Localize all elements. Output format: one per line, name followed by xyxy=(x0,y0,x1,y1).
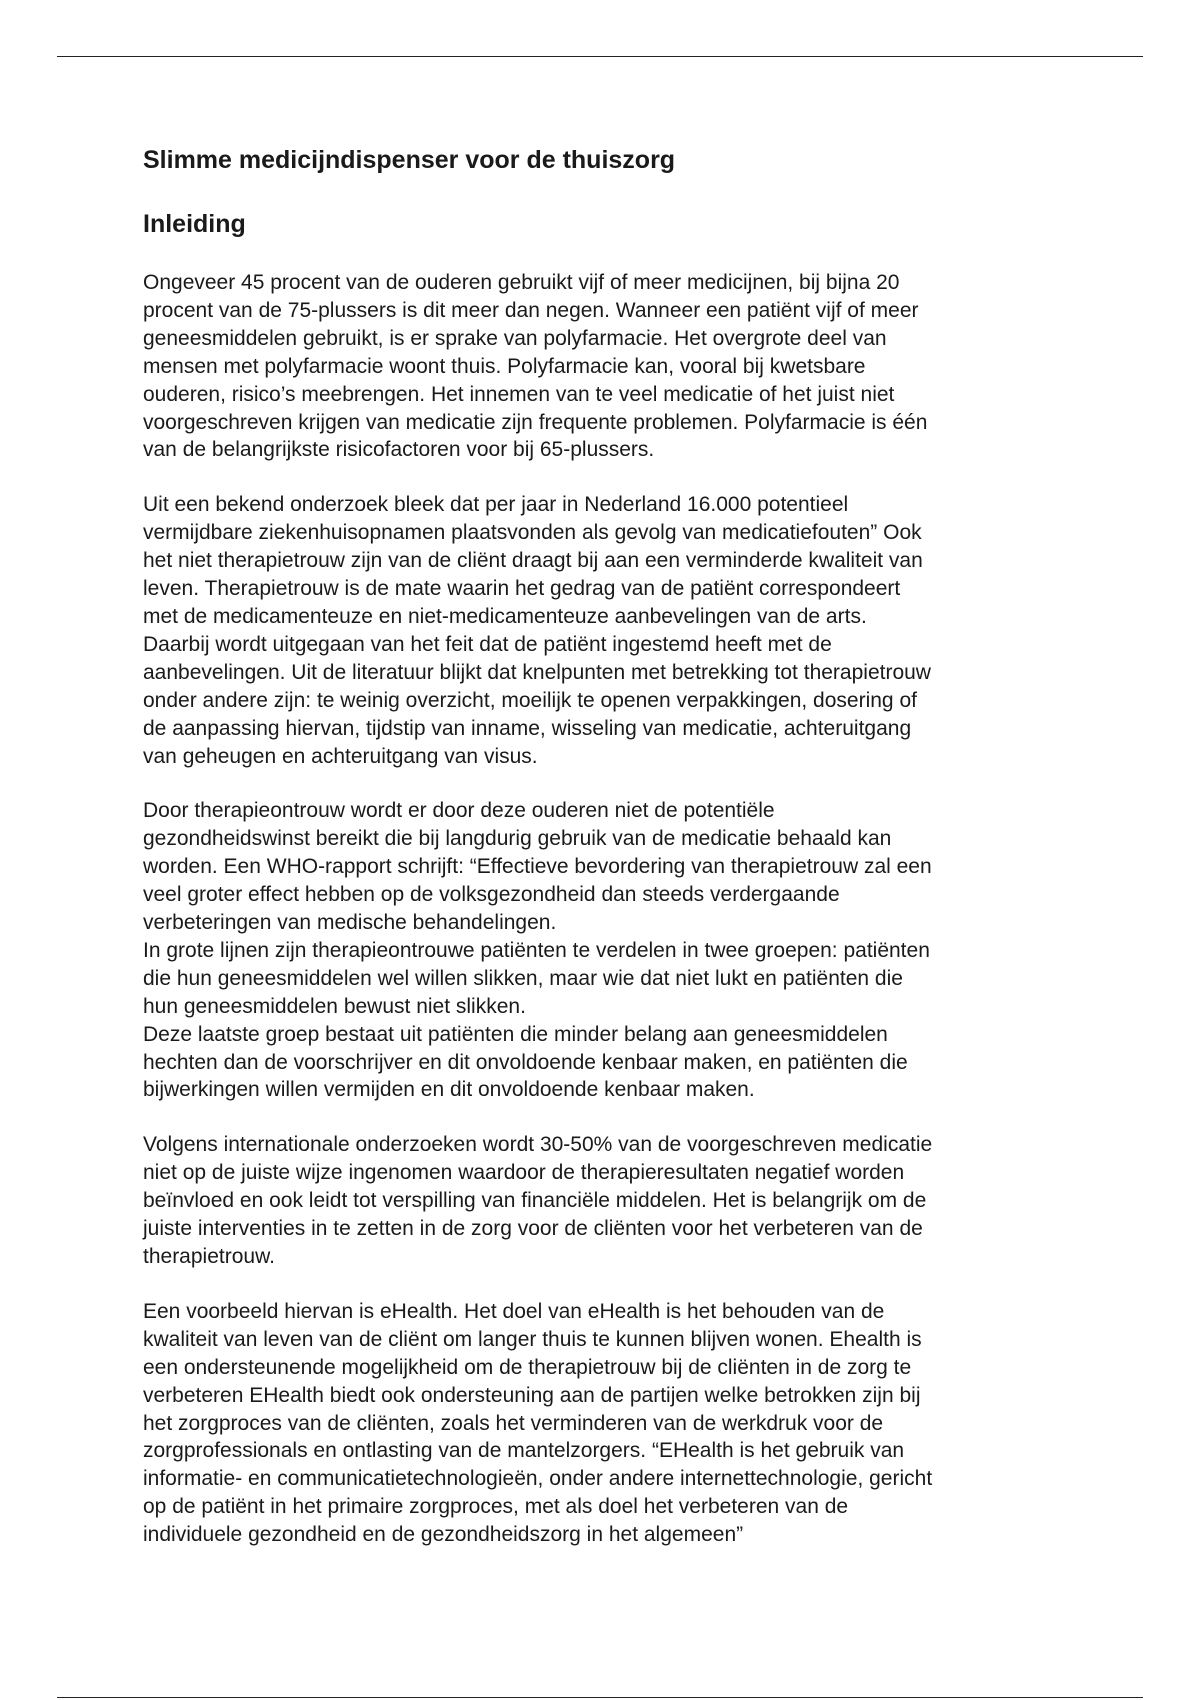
paragraph-therapieontrouw: Door therapieontrouw wordt er door deze ouderen niet de potentiële gezondheidswinst bereikt die bij langdurig gebruik van de medicatie behaald kan worden. Een WHO-rapport schrijft: “Effectieve bevordering van therapietrouw zal een veel groter effect hebben op de volksgezondheid dan steeds verdergaande verbeteringen van medische behandelingen. In grote lijnen zijn therapieontrouwe patiënten te verdelen in twee groepen: patiënten die hun geneesmiddelen wel willen slikken, maar wie dat niet lukt en patiënten die hun geneesmiddelen bewust niet slikken. Deze laatste groep bestaat uit patiënten die minder belang aan geneesmiddelen hechten dan de voorschrijver en dit onvoldoende kenbaar maken, en patiënten die bijwerkingen willen vermijden en dit onvoldoende kenbaar maken. xyxy=(143,799,932,1102)
document-title: Slimme medicijndispenser voor de thuiszorg xyxy=(143,146,676,174)
header-rule xyxy=(57,56,1143,57)
paragraph-ehealth: Een voorbeeld hiervan is eHealth. Het doel van eHealth is het behouden van de kwaliteit van leven van de cliënt om langer thuis te kunnen blijven wonen. Ehealth is een ondersteunende mogelijkheid om de therapietrouw bij de cliënten in de zorg te verbeteren EHealth biedt ook ondersteuning aan de partijen welke betrokken zijn bij het zorgproces van de cliënten, zoals het verminderen van de werkdruk voor de zorgprofessionals en ontlasting van de mantelzorgers. “EHealth is het gebruik van informatie- en communicatietechnologieën, onder andere internettechnologie, gericht op de patiënt in het primaire zorgproces, met als doel het verbeteren van de individuele gezondheid en de gezondheidszorg in het algemeen” xyxy=(143,1299,933,1547)
paragraph-polyfarmacie: Ongeveer 45 procent van de ouderen gebruikt vijf of meer medicijnen, bij bijna 20 procent van de 75-plussers is dit meer dan negen. Wanneer een patiënt vijf of meer geneesmiddelen gebruikt, is er sprake van polyfarmacie. Het overgrote deel van mensen met polyfarmacie woont thuis. Polyfarmacie kan, vooral bij kwetsbare ouderen, risico’s meebrengen. Het innemen van te veel medicatie of het juist niet voorgeschreven krijgen van medicatie zijn frequente problemen. Polyfarmacie is één van de belangrijkste risicofactoren voor bij 65-plussers. xyxy=(143,271,928,462)
section-heading-inleiding: Inleiding xyxy=(143,210,246,238)
paragraph-onderzoeken: Volgens internationale onderzoeken wordt 30-50% van de voorgeschreven medicatie niet op de juiste wijze ingenomen waardoor de therapieresultaten negatief worden beïnvloed en ook leidt tot verspilling van financiële middelen. Het is belangrijk om de juiste interventies in te zetten in de zorg voor de cliënten voor het verbeteren van de therapietrouw. xyxy=(143,1133,933,1268)
footer-rule xyxy=(57,1697,1143,1698)
document-body xyxy=(143,143,1073,1576)
paragraph-therapietrouw: Uit een bekend onderzoek bleek dat per jaar in Nederland 16.000 potentieel vermijdbare ziekenhuisopnamen plaatsvonden als gevolg van medicatiefouten” Ook het niet therapietrouw zijn van de cliënt draagt bij aan een verminderde kwaliteit van leven. Therapietrouw is de mate waarin het gedrag van de patiënt correspondeert met de medicamenteuze en niet-medicamenteuze aanbevelingen van de arts. Daarbij wordt uitgegaan van het feit dat de patiënt ingestemd heeft met de aanbevelingen. Uit de literatuur blijkt dat knelpunten met betrekking tot therapietrouw onder andere zijn: te weinig overzicht, moeilijk te openen verpakkingen, dosering of de aanpassing hiervan, tijdstip van inname, wisseling van medicatie, achteruitgang van geheugen en achteruitgang van visus. xyxy=(143,493,931,768)
